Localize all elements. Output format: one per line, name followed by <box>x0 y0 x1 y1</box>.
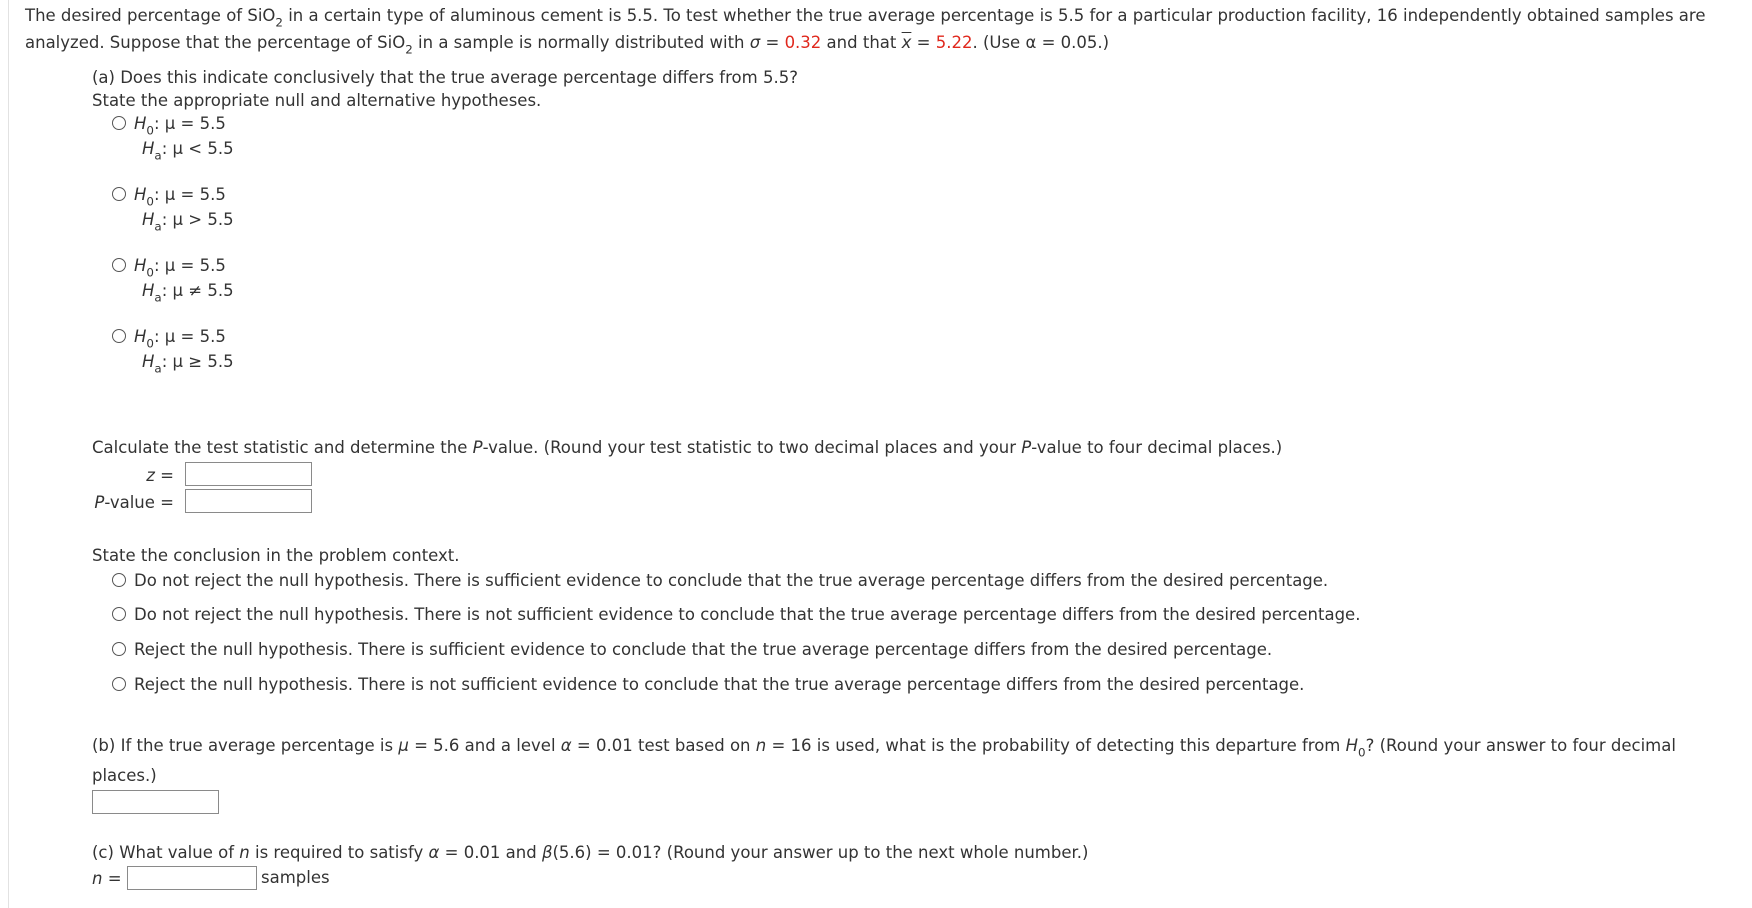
part-b-question: (b) If the true average percentage is μ = 5.6 and a level α = 0.01 test based on n = 16 is used, what is the probability of detecting this departure from $H_0$? (Round your answer to four decimal <box>92 736 1676 760</box>
hypothesis-option-3[interactable]: $H_0$: μ = 5.5 $H_a$: μ ≠ 5.5 <box>112 256 234 300</box>
xbar-value: 5.22 <box>935 33 973 52</box>
radio-button[interactable] <box>112 607 126 621</box>
part-a-hypotheses-prompt: State the appropriate null and alternative hypotheses. <box>92 91 542 110</box>
conclusion-prompt: State the conclusion in the problem context. <box>92 546 460 565</box>
radio-button[interactable] <box>112 642 126 656</box>
n-input[interactable] <box>127 866 257 890</box>
hypothesis-option-1[interactable]: $H_0$: μ = 5.5 $H_a$: μ < 5.5 <box>112 114 234 158</box>
xbar-symbol: $\overline{x}$ <box>901 33 912 52</box>
radio-button[interactable] <box>112 677 126 691</box>
power-input[interactable] <box>92 790 219 814</box>
conclusion-option-2[interactable]: Do not reject the null hypothesis. There is not sufficient evidence to conclude that the true average percentage differs from the desired percentage. <box>112 605 1360 624</box>
part-a-question: (a) Does this indicate conclusively that the true average percentage differs from 5.5? <box>92 68 798 87</box>
radio-button[interactable] <box>112 187 126 201</box>
z-label: z = <box>146 466 174 485</box>
p-value-label: P-value = <box>94 493 174 512</box>
hypothesis-option-2[interactable]: $H_0$: μ = 5.5 $H_a$: μ > 5.5 <box>112 185 234 229</box>
n-label: n = <box>92 869 122 888</box>
intro-line-1: The desired percentage of SiO$_2$ in a certain type of aluminous cement is 5.5. To test whether the true average percentage is 5.5 for a particular production facility, 16 independently obtained samples are <box>25 6 1706 30</box>
conclusion-option-4[interactable]: Reject the null hypothesis. There is not sufficient evidence to conclude that the true average percentage differs from the desired percentage. <box>112 675 1304 694</box>
intro-line-2: analyzed. Suppose that the percentage of SiO$_2$ in a sample is normally distributed with σ = 0.32 and that $\overline{x} = 5.22$. (Use α = 0.05.) <box>25 33 1110 57</box>
radio-button[interactable] <box>112 329 126 343</box>
radio-button[interactable] <box>112 258 126 272</box>
z-input[interactable] <box>185 462 312 486</box>
test-statistic-prompt: Calculate the test statistic and determine the P-value. (Round your test statistic to two decimal places and your P-value to four decimal places.) <box>92 438 1283 457</box>
sigma-value: 0.32 <box>784 33 822 52</box>
p-value-input[interactable] <box>185 489 312 513</box>
conclusion-option-3[interactable]: Reject the null hypothesis. There is sufficient evidence to conclude that the true average percentage differs from the desired percentage. <box>112 640 1272 659</box>
radio-button[interactable] <box>112 116 126 130</box>
conclusion-option-1[interactable]: Do not reject the null hypothesis. There is sufficient evidence to conclude that the true average percentage differs from the desired percentage. <box>112 571 1328 590</box>
hypothesis-option-4[interactable]: $H_0$: μ = 5.5 $H_a$: μ ≥ 5.5 <box>112 327 234 371</box>
radio-button[interactable] <box>112 573 126 587</box>
samples-unit: samples <box>261 868 330 887</box>
part-c-question: (c) What value of n is required to satisfy α = 0.01 and β(5.6) = 0.01? (Round your answer up to the next whole number.) <box>92 843 1089 862</box>
part-b-question-cont: places.) <box>92 766 157 785</box>
